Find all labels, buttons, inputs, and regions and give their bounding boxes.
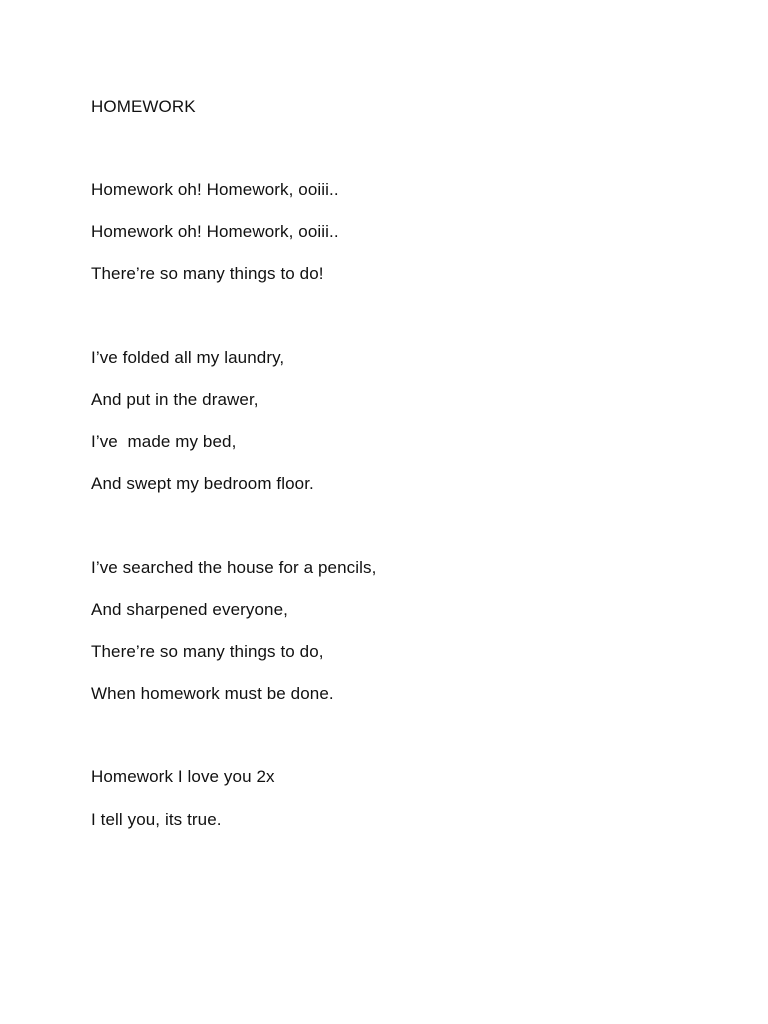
poem-line: I’ve made my bed, <box>91 432 237 451</box>
poem-line: Homework oh! Homework, ooiii.. <box>91 222 339 241</box>
poem-title: HOMEWORK <box>91 97 196 116</box>
poem-line: And sharpened everyone, <box>91 600 288 619</box>
poem-line: Homework oh! Homework, ooiii.. <box>91 180 339 199</box>
poem-line: When homework must be done. <box>91 684 334 703</box>
poem-line: Homework I love you 2x <box>91 767 275 786</box>
poem-line: And put in the drawer, <box>91 390 259 409</box>
poem-line: There’re so many things to do! <box>91 264 324 283</box>
poem-line: I’ve folded all my laundry, <box>91 348 285 367</box>
poem-line: And swept my bedroom floor. <box>91 474 314 493</box>
poem-line: There’re so many things to do, <box>91 642 324 661</box>
poem-line: I tell you, its true. <box>91 810 222 829</box>
poem-line: I’ve searched the house for a pencils, <box>91 558 377 577</box>
